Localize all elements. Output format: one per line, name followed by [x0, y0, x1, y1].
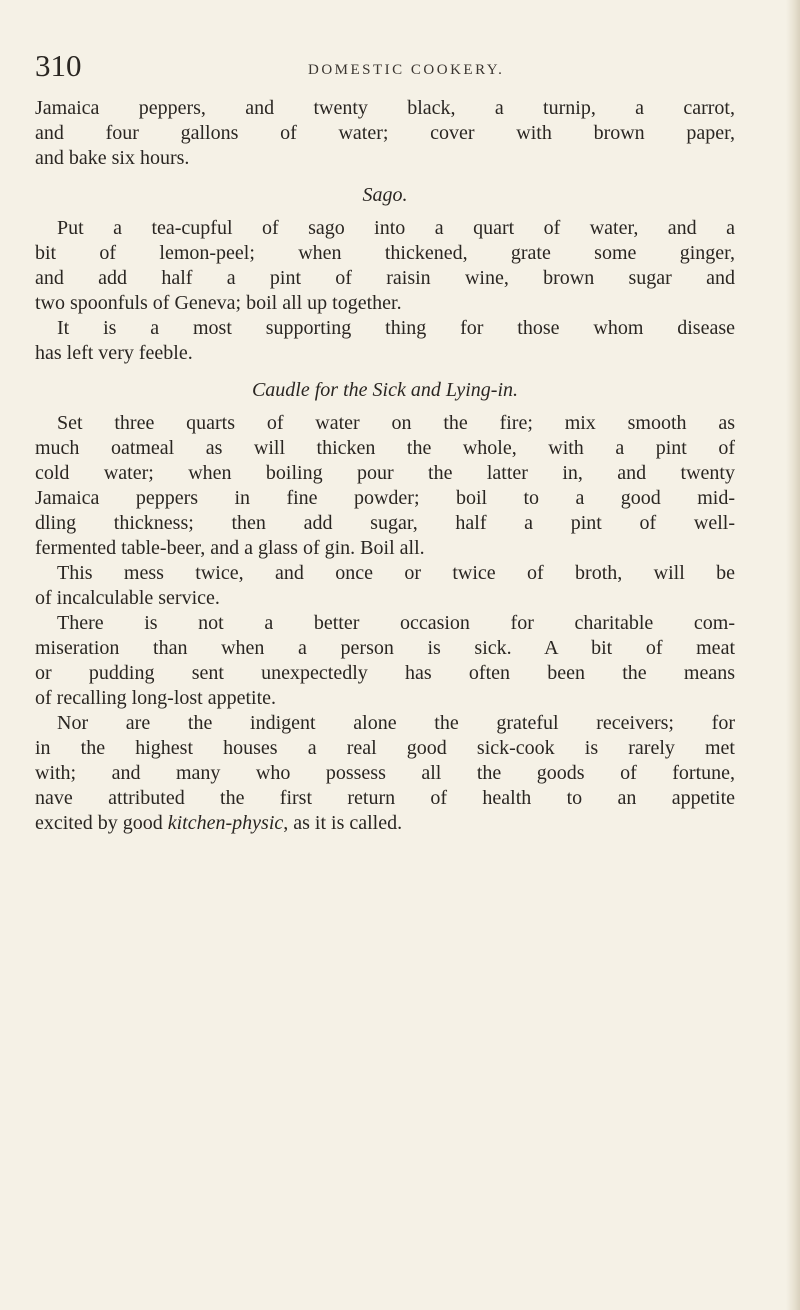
caudle-paragraph-1: [35, 411, 735, 561]
text-line: This mess twice, and once or twice of broth, will be: [57, 562, 735, 584]
page-number: 310: [35, 48, 82, 83]
caudle-paragraph-3: [35, 611, 735, 711]
text-line: much oatmeal as will thicken the whole, with a pint of: [35, 437, 735, 459]
sago-paragraph-2: [35, 316, 735, 366]
recipe-title-caudle: Caudle for the Sick and Lying-in.: [251, 379, 519, 401]
page-edge-shadow: [786, 0, 800, 1310]
text-run: , as it is called.: [283, 812, 403, 834]
text-run: excited by good: [35, 812, 168, 834]
page-header: [35, 48, 755, 88]
text-line: Jamaica peppers in fine powder; boil to a good mid-: [35, 487, 735, 509]
text-line: cold water; when boiling pour the latter in, and twenty: [35, 462, 735, 484]
text-line-final: [35, 811, 735, 836]
text-line: and add half a pint of raisin wine, brown sugar and: [35, 267, 735, 289]
text-line: Put a tea-cupful of sago into a quart of water, and a: [57, 217, 735, 239]
text-line: dling thickness; then add sugar, half a pint of well-: [35, 512, 735, 534]
text-line: and bake six hours.: [35, 147, 190, 169]
text-line: and four gallons of water; cover with brown paper,: [35, 122, 735, 144]
continuation-paragraph: [35, 96, 735, 171]
text-line: Jamaica peppers, and twenty black, a turnip, a carrot,: [35, 97, 735, 119]
text-line: has left very feeble.: [35, 342, 193, 364]
text-line: There is not a better occasion for charitable com-: [57, 612, 735, 634]
running-head: DOMESTIC COOKERY.: [308, 62, 505, 78]
caudle-paragraph-2: [35, 561, 735, 611]
text-line: of recalling long-lost appetite.: [35, 687, 277, 709]
text-line: It is a most supporting thing for those whom disease: [57, 317, 735, 339]
italic-term-kitchen-physic: kitchen-physic: [167, 812, 284, 834]
text-line: miseration than when a person is sick. A bit of meat: [35, 637, 735, 659]
text-line: Nor are the indigent alone the grateful receivers; for: [57, 712, 735, 734]
text-line: bit of lemon-peel; when thickened, grate some ginger,: [35, 242, 735, 264]
text-line: in the highest houses a real good sick-cook is rarely met: [35, 737, 735, 759]
caudle-paragraph-4: [35, 711, 735, 836]
text-line: of incalculable service.: [35, 587, 220, 609]
text-line: nave attributed the first return of health to an appetite: [35, 787, 735, 809]
text-line: Set three quarts of water on the fire; mix smooth as: [57, 412, 735, 434]
recipe-title-sago: Sago.: [362, 184, 408, 206]
text-line: or pudding sent unexpectedly has often been the means: [35, 662, 735, 684]
page-body: [35, 96, 735, 836]
text-line: two spoonfuls of Geneva; boil all up together.: [35, 292, 402, 314]
sago-paragraph-1: [35, 216, 735, 316]
text-line: fermented table-beer, and a glass of gin. Boil all.: [35, 537, 425, 559]
text-line: with; and many who possess all the goods of fortune,: [35, 762, 735, 784]
